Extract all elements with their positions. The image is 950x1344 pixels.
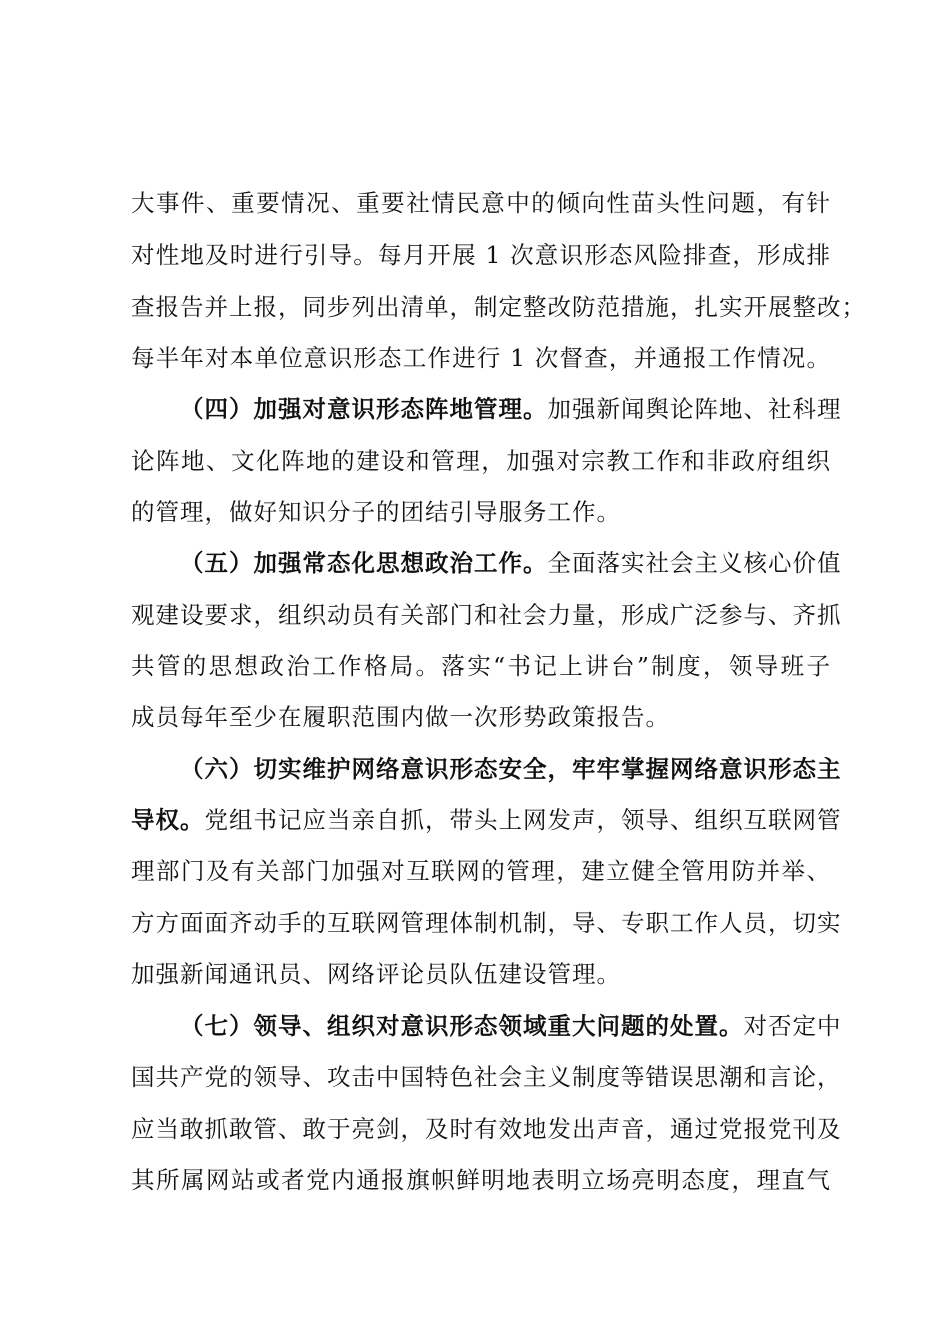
paragraph-1-line-2: 对性地及时进行引导。每月开展 1 次意识形态风险排查，形成排	[131, 241, 831, 269]
paragraph-3-line-3: 共管的思想政治工作格局。落实“书记上讲台”制度，领导班子	[131, 652, 831, 680]
paragraph-3-heading: （五）加强常态化思想政治工作。	[180, 549, 548, 577]
paragraph-2-line-1	[180, 389, 842, 429]
paragraph-3-line-4: 成员每年至少在履职范围内做一次形势政策报告。	[131, 703, 670, 731]
paragraph-1-line-1: 大事件、重要情况、重要社情民意中的倾向性苗头性问题，有针	[131, 189, 831, 217]
paragraph-3-line-1-text: 全面落实社会主义核心价值	[547, 549, 842, 577]
paragraph-2-line-1-text: 加强新闻舆论阵地、社科理	[547, 395, 842, 423]
paragraph-3-line-2: 观建设要求，组织动员有关部门和社会力量，形成广泛参与、齐抓	[131, 601, 842, 629]
paragraph-5-line-1	[180, 1006, 842, 1046]
paragraph-2-line-3: 的管理，做好知识分子的团结引导服务工作。	[131, 498, 621, 526]
paragraph-4-line-2	[131, 800, 842, 840]
paragraph-5-line-3: 应当敢抓敢管、敢于亮剑，及时有效地发出声音，通过党报党刊及	[131, 1115, 842, 1143]
paragraph-4-heading-line-2: 导权。	[131, 806, 205, 834]
paragraph-2-line-2: 论阵地、文化阵地的建设和管理，加强对宗教工作和非政府组织	[131, 447, 831, 475]
paragraph-4-line-4: 方方面面齐动手的互联网管理体制机制，导、专职工作人员，切实	[131, 909, 842, 937]
paragraph-2-heading: （四）加强对意识形态阵地管理。	[180, 395, 548, 423]
paragraph-5-heading: （七）领导、组织对意识形态领域重大问题的处置。	[180, 1012, 744, 1040]
paragraph-5-line-1-text: 对否定中	[743, 1012, 842, 1040]
paragraph-4-line-5: 加强新闻通讯员、网络评论员队伍建设管理。	[131, 960, 621, 988]
paragraph-4-line-2-text: 党组书记应当亲自抓，带头上网发声，领导、组织互联网管	[204, 806, 842, 834]
paragraph-5-line-4: 其所属网站或者党内通报旗帜鲜明地表明立场亮明态度，理直气	[131, 1166, 831, 1194]
paragraph-3-line-1	[180, 543, 842, 583]
paragraph-1-line-3: 查报告并上报，同步列出清单，制定整改防范措施，扎实开展整改；	[131, 293, 866, 321]
paragraph-4-heading-line-1: （六）切实维护网络意识形态安全，牢牢掌握网络意识形态主	[180, 755, 842, 783]
paragraph-1-line-4: 每半年对本单位意识形态工作进行 1 次督查，并通报工作情况。	[131, 344, 831, 372]
paragraph-4-line-3: 理部门及有关部门加强对互联网的管理，建立健全管用防并举、	[131, 857, 831, 885]
paragraph-5-line-2: 国共产党的领导、攻击中国特色社会主义制度等错误思潮和言论，	[131, 1063, 842, 1091]
